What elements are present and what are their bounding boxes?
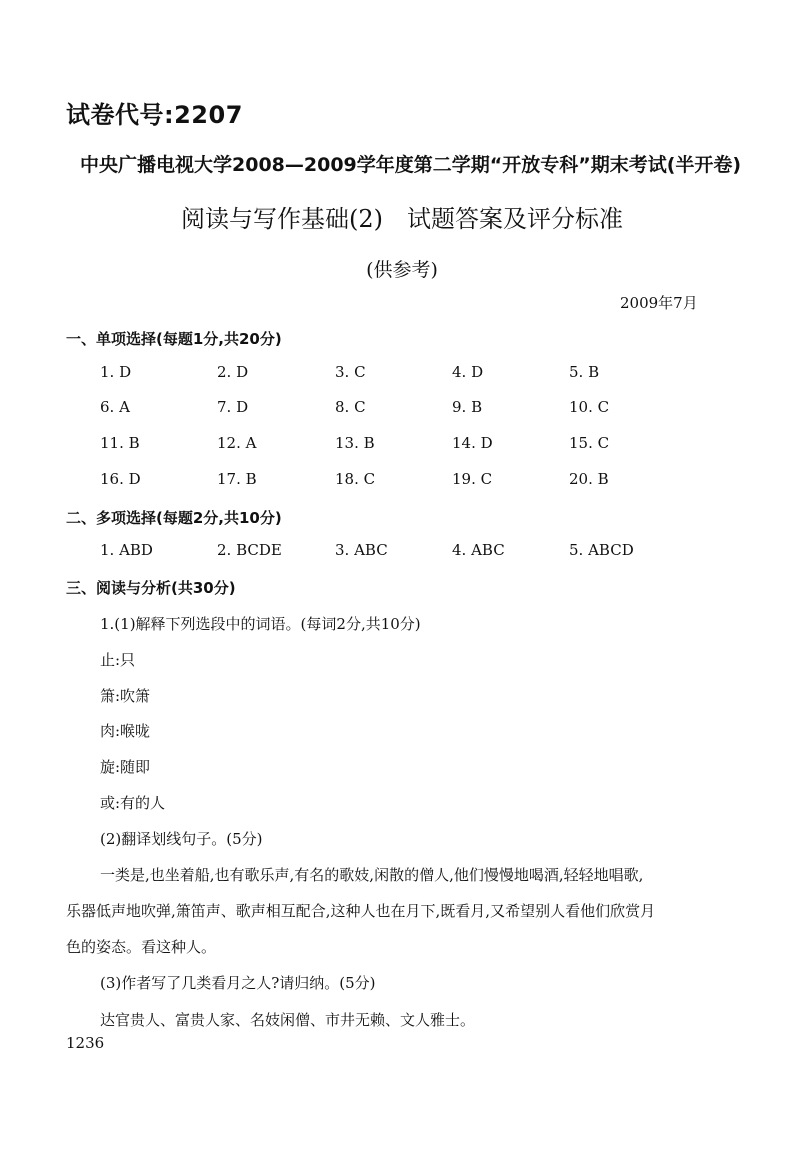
answer-item: 20. B <box>569 470 609 488</box>
document-subtitle: (供参考) <box>366 259 438 281</box>
answer-item: 16. D <box>100 470 141 488</box>
word-gloss: 箫:吹箫 <box>100 687 151 705</box>
section3-heading: 三、阅读与分析(共30分) <box>66 579 236 597</box>
translation-line: 色的姿态。看这种人。 <box>66 938 217 956</box>
section2-heading: 二、多项选择(每题2分,共10分) <box>66 509 282 527</box>
answer-item: 2. D <box>217 363 249 381</box>
question-1-2: (2)翻译划线句子。(5分) <box>100 830 263 848</box>
document-date: 2009年7月 <box>620 294 698 312</box>
answer-item: 3. C <box>335 363 366 381</box>
answer-item: 15. C <box>569 434 610 452</box>
word-gloss: 止:只 <box>100 651 136 669</box>
word-gloss: 肉:喉咙 <box>100 722 151 740</box>
answer-item: 19. C <box>452 470 493 488</box>
answer-item: 1. ABD <box>100 541 153 559</box>
answer-item: 8. C <box>335 398 366 416</box>
answer-item: 1. D <box>100 363 132 381</box>
answer-item: 11. B <box>100 434 140 452</box>
question-1-3: (3)作者写了几类看月之人?请归纳。(5分) <box>100 974 376 992</box>
word-gloss: 或:有的人 <box>100 794 166 812</box>
answer-item: 14. D <box>452 434 493 452</box>
answer-item: 4. ABC <box>452 541 505 559</box>
answer-item: 2. BCDE <box>217 541 282 559</box>
answer-item: 18. C <box>335 470 376 488</box>
translation-line: 乐器低声地吹弹,箫笛声、歌声相互配合,这种人也在月下,既看月,又希望别人看他们欣赏月 <box>66 902 656 920</box>
answer-item: 4. D <box>452 363 484 381</box>
question-1-1: 1.(1)解释下列选段中的词语。(每词2分,共10分) <box>100 615 421 633</box>
word-gloss: 旋:随即 <box>100 758 151 776</box>
translation-line: 一类是,也坐着船,也有歌乐声,有名的歌妓,闲散的僧人,他们慢慢地喝酒,轻轻地唱歌, <box>100 866 644 884</box>
answer-item: 10. C <box>569 398 610 416</box>
answer-item: 5. B <box>569 363 600 381</box>
answer-item: 5. ABCD <box>569 541 634 559</box>
paper-code: 试卷代号:2207 <box>66 101 243 129</box>
answer-item: 6. A <box>100 398 130 416</box>
answer-item: 3. ABC <box>335 541 388 559</box>
answer-item: 7. D <box>217 398 249 416</box>
answer-3: 达官贵人、富贵人家、名妓闲僧、市井无赖、文人雅士。 <box>100 1011 476 1029</box>
section1-heading: 一、单项选择(每题1分,共20分) <box>66 330 282 348</box>
answer-item: 9. B <box>452 398 483 416</box>
answer-item: 17. B <box>217 470 257 488</box>
answer-item: 12. A <box>217 434 257 452</box>
page-number: 1236 <box>66 1034 105 1052</box>
document-title: 阅读与写作基础(2) 试题答案及评分标准 <box>181 205 623 233</box>
answer-item: 13. B <box>335 434 375 452</box>
exam-title: 中央广播电视大学2008—2009学年度第二学期“开放专科”期末考试(半开卷) <box>80 154 742 176</box>
